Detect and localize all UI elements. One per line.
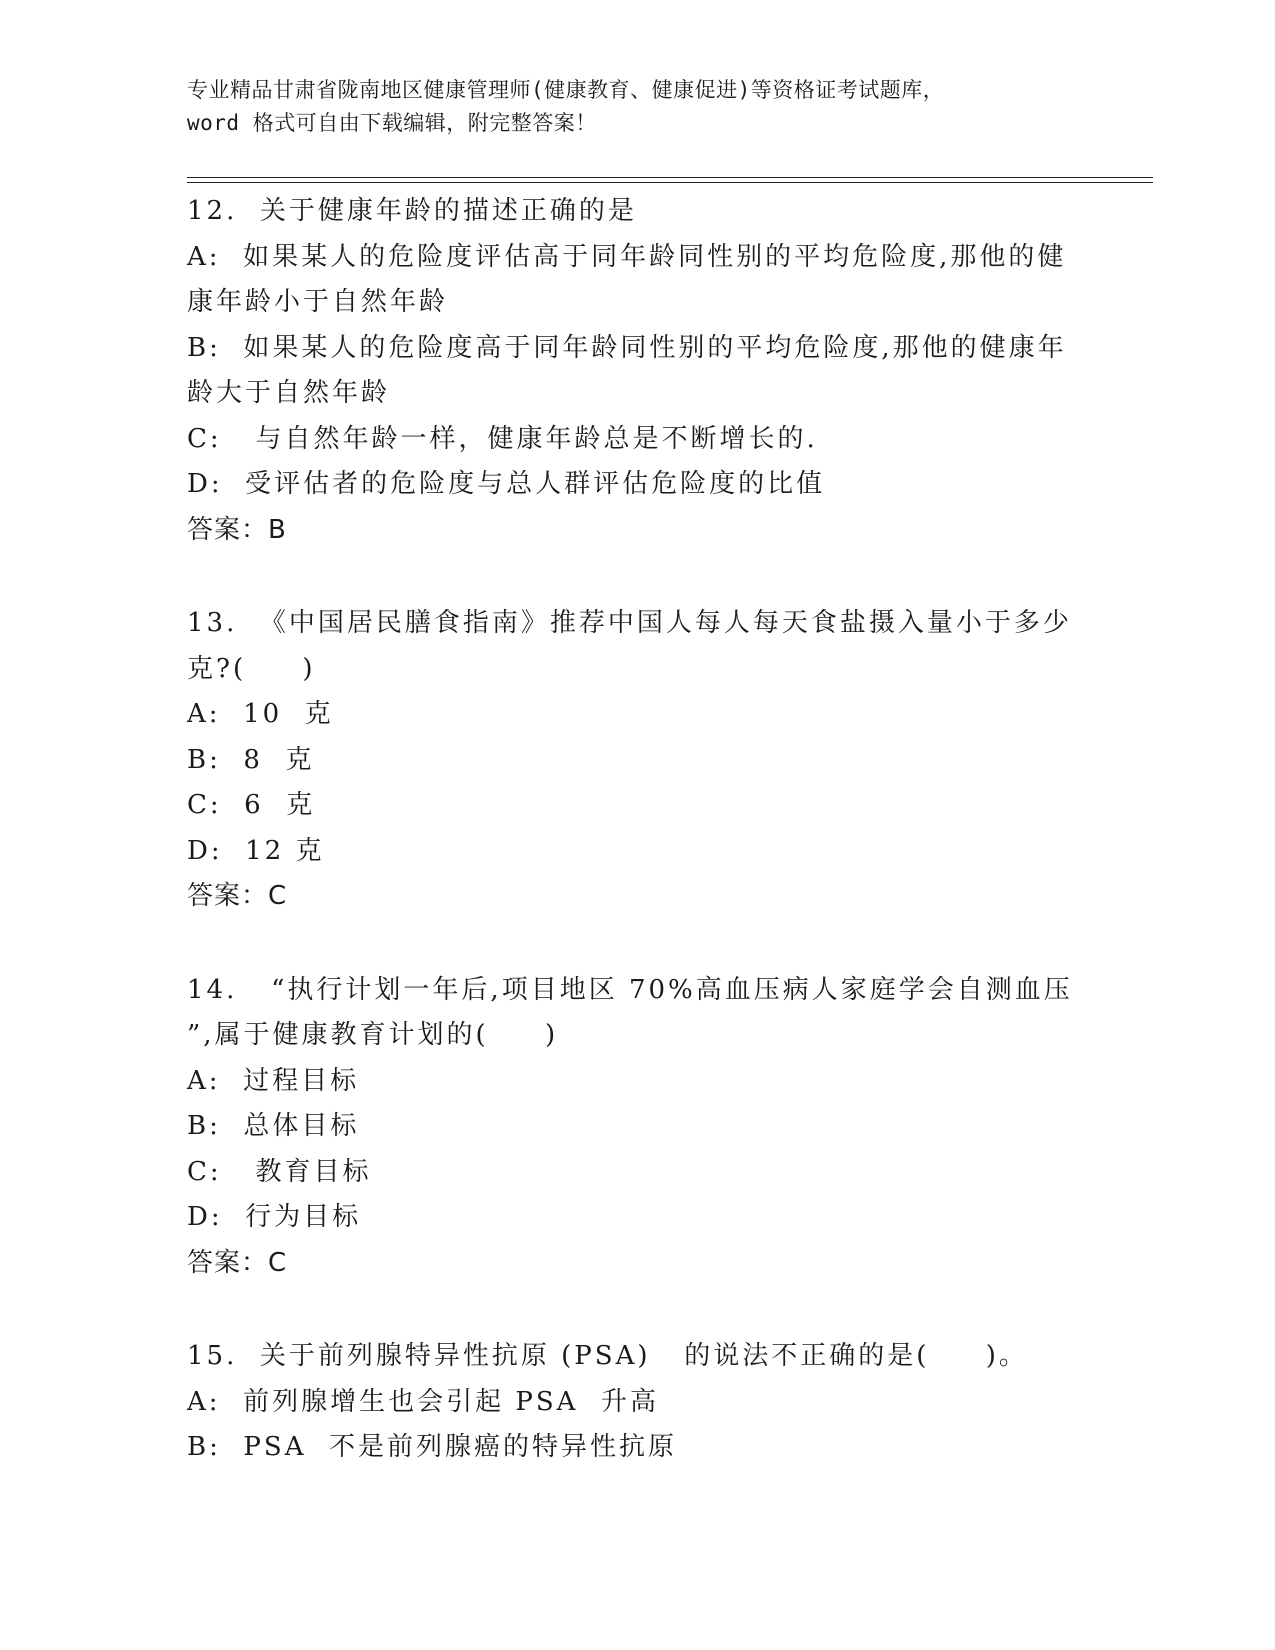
question-stem: 14. “执行计划一年后,项目地区 70%高血压病人家庭学会自测血压 — [187, 974, 1073, 1005]
option-a: A: 前列腺增生也会引起 PSA 升高 — [187, 1386, 659, 1417]
question-12 — [187, 189, 1067, 553]
option-d: D: 12 克 — [187, 835, 325, 866]
document-header — [187, 74, 1067, 140]
option-b: B: 8 克 — [187, 744, 315, 775]
header-line-2: word 格式可自由下载编辑，附完整答案！ — [187, 111, 597, 135]
answer-label: 答案：C — [187, 881, 288, 911]
option-b: B: PSA 不是前列腺癌的特异性抗原 — [187, 1432, 678, 1462]
answer-label: 答案：C — [187, 1247, 288, 1278]
question-stem-continued: ”,属于健康教育计划的( ) — [187, 1020, 559, 1050]
option-c: C: 6 克 — [187, 790, 316, 820]
question-spacer — [187, 553, 1067, 601]
question-spacer — [187, 920, 1067, 968]
option-a: A: 如果某人的危险度评估高于同年龄同性别的平均危险度,那他的健 — [187, 241, 1067, 272]
question-spacer — [187, 1286, 1067, 1334]
question-14 — [187, 968, 1073, 1287]
option-b: B: 总体目标 — [187, 1111, 360, 1141]
answer-label: 答案：B — [187, 514, 287, 545]
option-a: A: 10 克 — [187, 699, 334, 729]
header-divider-top — [187, 177, 1153, 178]
header-line-1: 专业精品甘肃省陇南地区健康管理师(健康教育、健康促进)等资格证考试题库， — [187, 78, 945, 102]
question-stem: 12. 关于健康年龄的描述正确的是 — [187, 196, 637, 226]
question-list — [187, 189, 1073, 1471]
option-c: C: 与自然年龄一样，健康年龄总是不断增长的. — [187, 423, 818, 454]
option-b: B: 如果某人的危险度高于同年龄同性别的平均危险度,那他的健康年 — [187, 332, 1067, 363]
option-b-continued: 龄大于自然年龄 — [187, 378, 391, 408]
header-divider-bottom — [187, 182, 1153, 183]
question-stem: 13. 《中国居民膳食指南》推荐中国人每人每天食盐摄入量小于多少 — [187, 608, 1072, 638]
option-c: C: 教育目标 — [187, 1156, 372, 1187]
option-d: D: 受评估者的危险度与总人群评估危险度的比值 — [187, 469, 826, 499]
question-stem: 15. 关于前列腺特异性抗原 (PSA) 的说法不正确的是( )。 — [187, 1341, 1028, 1371]
question-stem-continued: 克?( ) — [187, 653, 316, 684]
question-13 — [187, 601, 1072, 920]
option-a-continued: 康年龄小于自然年龄 — [187, 287, 449, 317]
option-d: D: 行为目标 — [187, 1202, 362, 1232]
option-a: A: 过程目标 — [187, 1065, 360, 1096]
question-15 — [187, 1334, 1067, 1471]
